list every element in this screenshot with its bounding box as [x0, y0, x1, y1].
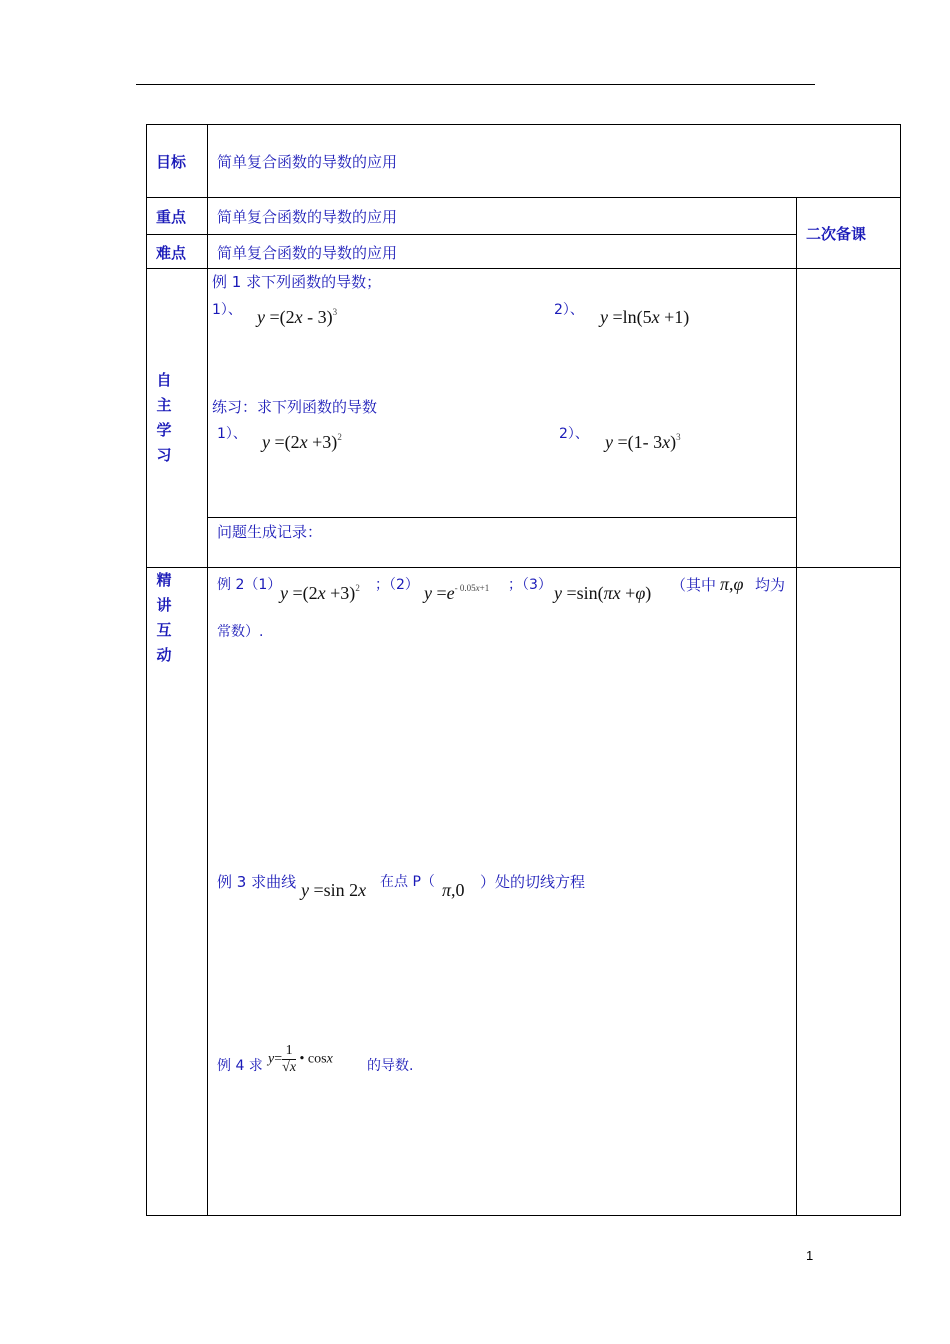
ex2-note-start: （其中 — [671, 576, 717, 594]
practice-item1-formula: $y =(2x +3)^2$ — [262, 432, 342, 452]
example1-title: 例 1 求下列函数的导数； — [212, 273, 382, 291]
ex4-formula: y= $\frac{1}{√x}$ • cosx — [268, 1043, 333, 1075]
table-top-border — [146, 124, 901, 125]
page-number: 1 — [806, 1248, 814, 1263]
ex3-suffix: ）处的切线方程 — [480, 873, 586, 891]
ex1-item1-formula: y =(2x - 3)$^3$ — [257, 307, 338, 327]
header-rule — [136, 84, 815, 85]
ex2-note-end: 均为 — [755, 576, 786, 594]
side-column-divider — [796, 197, 797, 1215]
ex2-part1-label: 例 2（1） — [217, 577, 282, 593]
practice-item2-formula: y =(1- 3x)$^3$ — [605, 432, 681, 452]
self-study-char-2: 主 — [156, 396, 172, 414]
ex4-suffix: 的导数. — [367, 1058, 414, 1074]
goal-content: 简单复合函数的导数的应用 — [217, 153, 398, 171]
lecture-char-2: 讲 — [156, 596, 172, 614]
row-divider-2 — [146, 234, 796, 235]
lecture-label — [154, 568, 174, 668]
ex2-formula-3: y =sin(πx +φ) — [554, 583, 652, 603]
key-point-label: 重点 — [156, 208, 187, 226]
table-right-border — [900, 124, 901, 1215]
table-left-border — [146, 124, 147, 1215]
problem-record-divider — [207, 517, 796, 518]
table-bottom-border — [146, 1215, 901, 1216]
practice-item1-prefix: 1）、 — [217, 426, 247, 442]
ex2-sep-3: ；（3） — [508, 577, 552, 593]
goal-label: 目标 — [156, 153, 187, 171]
self-study-char-1: 自 — [156, 371, 172, 389]
self-study-label — [154, 368, 174, 468]
self-study-char-3: 学 — [156, 421, 172, 439]
second-preparation-header: 二次备课 — [806, 225, 867, 243]
ex1-item2-prefix: 2）、 — [554, 302, 584, 318]
ex2-constants: π,φ — [720, 574, 744, 594]
lecture-char-3: 互 — [156, 621, 172, 639]
ex3-middle: 在点 P（ — [380, 874, 435, 890]
ex2-sep-2: ；（2） — [375, 577, 419, 593]
difficult-point-content: 简单复合函数的导数的应用 — [217, 244, 398, 262]
ex3-curve-formula: y =sin 2x — [301, 880, 367, 900]
ex3-prefix: 例 3 求曲线 — [217, 873, 297, 891]
ex2-formula-1: $y =(2x +3)^2$ — [280, 583, 360, 603]
ex1-item2-formula: y =ln(5x +1) — [600, 307, 690, 327]
label-column-divider — [207, 124, 208, 1215]
row-divider-3 — [146, 268, 901, 269]
difficult-point-label: 难点 — [156, 244, 187, 262]
row-divider-4 — [146, 567, 901, 568]
ex2-line-2: 常数）. — [217, 624, 264, 640]
ex4-prefix: 例 4 求 — [217, 1058, 263, 1074]
lecture-char-4: 动 — [156, 646, 172, 664]
ex2-formula-2: $y =e^{- 0.05x+1}$ — [424, 583, 490, 603]
practice-item2-prefix: 2）、 — [559, 426, 589, 442]
ex3-point: π,0 — [442, 880, 465, 900]
lecture-char-1: 精 — [156, 571, 172, 589]
row-divider-1 — [146, 197, 901, 198]
practice-title: 练习：求下列函数的导数 — [212, 398, 378, 416]
ex1-item1-prefix: 1）、 — [212, 302, 242, 318]
key-point-content: 简单复合函数的导数的应用 — [217, 208, 398, 226]
problem-record-label: 问题生成记录： — [217, 523, 323, 541]
self-study-char-4: 习 — [156, 446, 172, 464]
